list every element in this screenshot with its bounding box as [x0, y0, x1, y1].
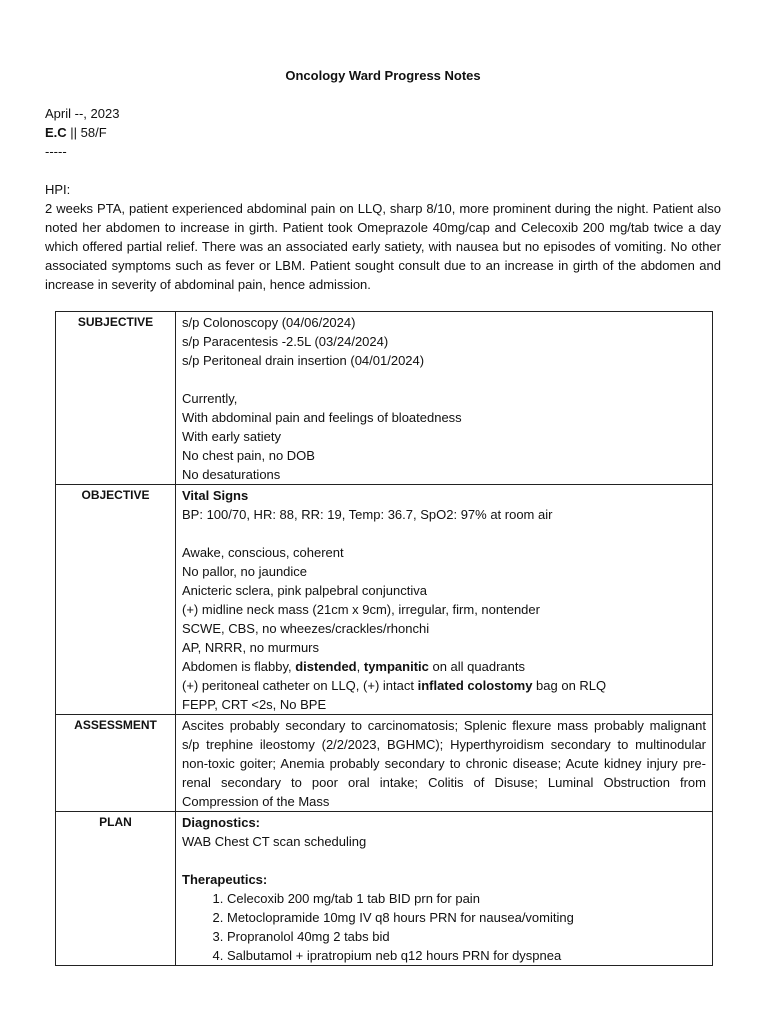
objective-row — [56, 485, 713, 715]
currently-item: No chest pain, no DOB — [182, 448, 315, 463]
document-title: Oncology Ward Progress Notes — [285, 68, 481, 83]
finding-item: AP, NRRR, no murmurs — [182, 640, 320, 655]
therapeutic-item: 2. Metoclopramide 10mg IV q8 hours PRN for nausea/vomiting — [227, 908, 706, 927]
patient-info — [45, 123, 721, 142]
finding-item: SCWE, CBS, no wheezes/crackles/rhonchi — [182, 621, 430, 636]
therapeutics-heading: Therapeutics: — [182, 872, 268, 887]
subjective-row — [56, 312, 713, 485]
plan-row — [56, 812, 713, 966]
progress-notes-page — [45, 60, 721, 294]
assessment-content: Ascites probably secondary to carcinomatosis; Splenic flexure mass probably malignant s/p trephine ileostomy (2/2/2023, BGHMC); Hyperthyroidism secondary to multinodular non-toxic goiter; Anemia probably secondary to chronic disease; Acute kidney injury pre-renal secondary to poor oral intake; Colitis of Disuse; Luminal Obstruction from Compression of the Mass — [176, 715, 713, 812]
soap-table — [55, 311, 713, 966]
patient-initials: E.C — [45, 125, 67, 140]
vitals-values: BP: 100/70, HR: 88, RR: 19, Temp: 36.7, SpO2: 97% at room air — [182, 507, 553, 522]
history-item: s/p Colonoscopy (04/06/2024) — [182, 315, 356, 330]
diagnostics-item: WAB Chest CT scan scheduling — [182, 834, 367, 849]
assessment-label: ASSESSMENT — [56, 715, 176, 812]
therapeutic-item: 4. Salbutamol + ipratropium neb q12 hours PRN for dyspnea — [227, 946, 706, 965]
objective-label: OBJECTIVE — [56, 485, 176, 715]
finding-item: No pallor, no jaundice — [182, 564, 308, 579]
history-item: s/p Paracentesis -2.5L (03/24/2024) — [182, 334, 389, 349]
therapeutics-list — [182, 889, 706, 965]
vitals-heading: Vital Signs — [182, 488, 249, 503]
finding-item: Anicteric sclera, pink palpebral conjunctiva — [182, 583, 427, 598]
finding-item: Awake, conscious, coherent — [182, 545, 344, 560]
currently-item: Currently, — [182, 391, 238, 406]
divider: ----- — [45, 144, 67, 159]
note-date: April --, 2023 — [45, 106, 120, 121]
assessment-row — [56, 715, 713, 812]
diagnostics-heading: Diagnostics: — [182, 815, 261, 830]
subjective-label: SUBJECTIVE — [56, 312, 176, 485]
plan-label: PLAN — [56, 812, 176, 966]
abdomen-finding: Abdomen is flabby, distended, tympanitic on all quadrants — [182, 659, 525, 674]
therapeutic-item: 3. Propranolol 40mg 2 tabs bid — [227, 927, 706, 946]
finding-item: FEPP, CRT <2s, No BPE — [182, 697, 327, 712]
subjective-content — [176, 312, 713, 485]
plan-content — [176, 812, 713, 966]
finding-item: (+) midline neck mass (21cm x 9cm), irregular, firm, nontender — [182, 602, 540, 617]
objective-content — [176, 485, 713, 715]
therapeutic-item: 1. Celecoxib 200 mg/tab 1 tab BID prn for pain — [227, 889, 706, 908]
history-item: s/p Peritoneal drain insertion (04/01/2024) — [182, 353, 425, 368]
currently-item: With early satiety — [182, 429, 281, 444]
catheter-finding: (+) peritoneal catheter on LLQ, (+) intact inflated colostomy bag on RLQ — [182, 678, 607, 693]
hpi-label: HPI: — [45, 182, 71, 197]
currently-item: With abdominal pain and feelings of bloatedness — [182, 410, 462, 425]
currently-item: No desaturations — [182, 467, 281, 482]
hpi-text: 2 weeks PTA, patient experienced abdominal pain on LLQ, sharp 8/10, more prominent during the night. Patient also noted her abdomen to increase in girth. Patient took Omeprazole 40mg/cap and Celecoxib 200 mg/tab twice a day which offered partial relief. There was an associated early satiety, with nausea but no episodes of vomiting. No other associated symptoms such as fever or LBM. Patient sought consult due to an increase in girth of the abdomen and increase in severity of abdominal pain, hence admission. — [45, 201, 721, 292]
patient-age-sex: || 58/F — [66, 125, 107, 140]
